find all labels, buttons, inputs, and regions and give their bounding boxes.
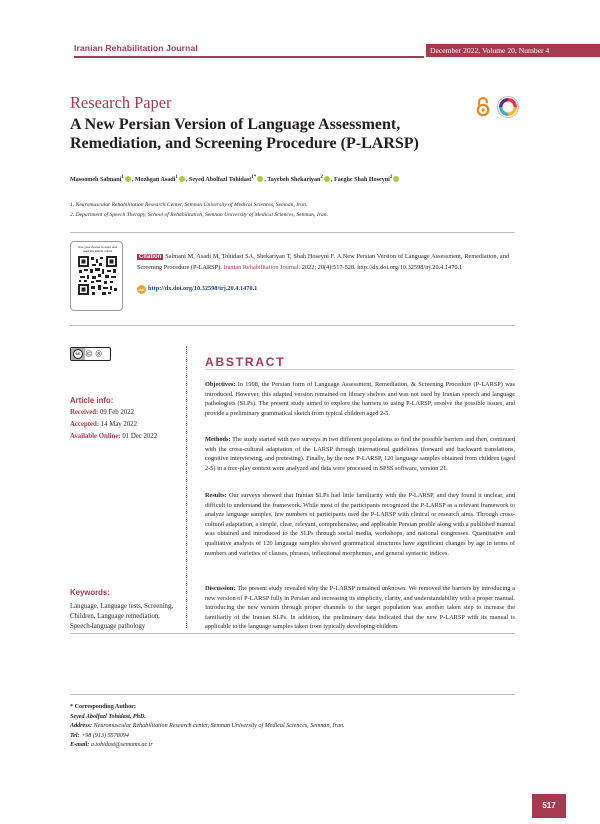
cc-badge-left bbox=[71, 348, 85, 360]
issue-info: December 2022, Volume 20, Number 4 bbox=[426, 44, 600, 57]
doi-link[interactable]: http://dx.doi.org/10.32598/irj.20.4.1470.1 bbox=[148, 285, 258, 292]
author-affiliation-mark: 1* bbox=[251, 174, 257, 180]
author-name[interactable]: Tayebeh Shekariyan bbox=[267, 177, 321, 184]
qr-code-icon[interactable] bbox=[77, 255, 118, 296]
corr-tel-label: Tel: bbox=[70, 732, 80, 739]
citation bbox=[137, 252, 509, 272]
received-label: Received: bbox=[70, 409, 99, 416]
section-divider bbox=[70, 633, 515, 634]
abstract-results bbox=[205, 491, 515, 558]
results-text: Our surveys showed that Iranian SLPs had little familiarity with the P-LARSP, and they found it unclear, and difficult to understand the framework. While most of the participants recognized the P-LARSP as a relevant framework to analyze language samples, few numbers of participants used the P-LARSP with clinical or research aims. Through cross-cultural adaptation, a simple, clear, relevant, comprehensive, and applicable Persian profile along with a published manual was obtained and introduced to the SLPs through social media, workshops, and national congresses. Quantitative and qualitative analysis of 120 language samples showed grammatical structures have significant changes by age in terms of numbers and varieties of clauses, phrases, inflectional morphemes, and general syntactic indices. bbox=[205, 492, 515, 557]
column-separator bbox=[186, 346, 187, 628]
author-name[interactable]: Mozhgan Asadi bbox=[134, 177, 176, 184]
article-info-title: Article info: bbox=[70, 396, 114, 405]
affiliation-1: 1. Neuromuscular Rehabilitation Research Center, Semnan University of Medical Sciences, Semnan, Iran. bbox=[70, 202, 308, 208]
affiliation-2: 2. Department of Speech Therapy, School of Rehabilitation, Semnan University of Medical Sciences, Semnan, Iran. bbox=[70, 212, 328, 218]
article-title: A New Persian Version of Language Assessment, Remediation, and Screening Procedure (P-LARSP) bbox=[70, 116, 419, 152]
corr-tel-value: +98 (913) 5578094 bbox=[81, 732, 129, 739]
author-list: Masoomeh Salmani$^1$, Mozhgan Asadi$^1$, Seyed Abolfazl Tohidast$^{1*}$, Tayebeh Shekariyan$^2$, Faeghe Shah Hoseyni$^2$ bbox=[70, 174, 540, 183]
abstract-methods bbox=[205, 435, 515, 473]
orcid-icon[interactable] bbox=[179, 176, 185, 182]
cc-icon: cc bbox=[73, 349, 83, 359]
corr-tel bbox=[70, 732, 430, 742]
corr-address-label: Address: bbox=[70, 723, 93, 730]
author-name[interactable]: Faeghe Shah Hoseyni bbox=[333, 177, 390, 184]
keywords-list: Language, Language tests, Screening, Children, Language remediation, Speech-language pathology bbox=[70, 603, 174, 630]
corr-name: Seyed Abolfazl Tohidast, PhD. bbox=[70, 713, 146, 720]
discussion-text: The present study revealed why the P-LARSP remained unknown. We removed the barriers by introducing a new version of P-LARSP fully in Persian and increasing its simplicity, clarity, and understandability with a proper manual. Introducing the new version through proper channels to the target population was another taken step to increase the familiarity of the Iranian SLPs. In addition, the preliminary data indicated that the new P-LARSP with its manual is applicable to the language samples taken from typically developing children. bbox=[205, 585, 516, 631]
citation-label: Citation bbox=[139, 254, 162, 260]
author-name[interactable]: Seyed Abolfazl Tohidast bbox=[188, 177, 252, 184]
corr-email-value[interactable]: a.tohidast@semums.ac.ir bbox=[90, 742, 153, 749]
section-divider bbox=[70, 232, 515, 233]
corr-email-label: E-mail: bbox=[70, 742, 90, 749]
by-nc-icons: Ⓒ Ⓢ bbox=[86, 352, 103, 358]
abstract-discussion bbox=[205, 584, 515, 632]
corresponding-author bbox=[70, 703, 430, 751]
author-affiliation-mark: 2 bbox=[389, 174, 393, 180]
corr-address bbox=[70, 722, 430, 732]
accepted-date bbox=[70, 421, 137, 428]
section-divider bbox=[70, 694, 515, 695]
abstract-heading: ABSTRACT bbox=[205, 355, 286, 369]
doi-line bbox=[137, 285, 257, 294]
accepted-label: Accepted: bbox=[70, 421, 100, 428]
author-name[interactable]: Masoomeh Salmani bbox=[70, 177, 122, 184]
corr-email bbox=[70, 741, 430, 751]
orcid-icon[interactable] bbox=[125, 176, 131, 182]
qr-caption: Use your device to scan and read the article online bbox=[77, 245, 118, 253]
open-access-icon bbox=[476, 97, 490, 117]
corr-title: * Corresponding Author: bbox=[70, 704, 136, 710]
orcid-icon[interactable] bbox=[393, 176, 399, 182]
header-rule bbox=[74, 56, 424, 58]
orcid-icon[interactable] bbox=[324, 176, 330, 182]
citation-details: 2022; 20(4):517-528. http://dx.doi.org/10.32598/irj.20.4.1470.1 bbox=[301, 263, 463, 271]
objectives-label: Objectives: bbox=[205, 381, 236, 388]
crossmark-icon[interactable] bbox=[496, 95, 520, 121]
journal-header bbox=[0, 38, 600, 58]
section-divider bbox=[70, 325, 515, 326]
author-affiliation-mark: 1 bbox=[175, 174, 178, 180]
page-number: 517 bbox=[532, 794, 566, 818]
paper-type: Research Paper bbox=[70, 93, 172, 112]
corr-address-value: Neuromuscular Rehabilitation Research center, Semnan University of Medical Sciences, Semnan, Iran. bbox=[93, 723, 345, 730]
objectives-text: In 1998, the Persian form of Language Assessment, Remediation, & Screening Procedure (P-LARSP) was introduced. However, this adapted version remained on library shelves and was not used by Iranian speech and language pathologists (SLPs). The present study aimed to explore the barriers to using P-LARSP, resolve the possible issues, and provide a preliminary grammatical sketch from typical children aged 2-5. bbox=[205, 381, 515, 417]
received-value: 09 Feb 2022 bbox=[100, 409, 135, 416]
author-affiliation-mark: 1 bbox=[121, 174, 124, 180]
online-value: 01 Dec 2022 bbox=[122, 433, 158, 440]
cc-license-badge[interactable] bbox=[70, 347, 111, 361]
abstract-rule bbox=[205, 369, 514, 370]
accepted-value: 14 May 2022 bbox=[100, 421, 138, 428]
orcid-icon[interactable] bbox=[257, 176, 263, 182]
discussion-label: Discussion: bbox=[205, 585, 236, 592]
keywords-title: Keywords: bbox=[70, 588, 110, 597]
received-date bbox=[70, 409, 134, 416]
journal-name: Iranian Rehabilitation Journal bbox=[74, 43, 198, 53]
results-label: Results: bbox=[205, 492, 227, 499]
citation-journal[interactable]: Iranian Rehabilitation Journal. bbox=[223, 263, 301, 271]
methods-label: Methods: bbox=[205, 436, 231, 443]
citation-text: Salmani M, Asadi M, Tohidast SA, Shekariyan T, Shah Hoseyni F. A New Persian Version of Language Assessment, Remediation, and Screening Procedure (P-LARSP). bbox=[137, 253, 509, 271]
abstract-objectives bbox=[205, 380, 515, 418]
methods-text: The study started with two surveys in two different populations to find the possible barriers and then, continued with the cross-cultural adaptation of the LARSP through international guidelines (forward and backward translations, cognitive interviewing, and pretesting). Finally, by the new P-LARSP, 120 language samples obtained from children (aged 2-5) in a free-play context were analyzed and data were processed in SPSS software, version 21. bbox=[205, 436, 516, 472]
doi-icon: doi bbox=[138, 287, 145, 292]
qr-code-box[interactable] bbox=[70, 241, 123, 311]
author-affiliation-mark: 2 bbox=[320, 174, 323, 180]
online-date bbox=[70, 433, 157, 440]
online-label: Available Online: bbox=[70, 433, 121, 440]
